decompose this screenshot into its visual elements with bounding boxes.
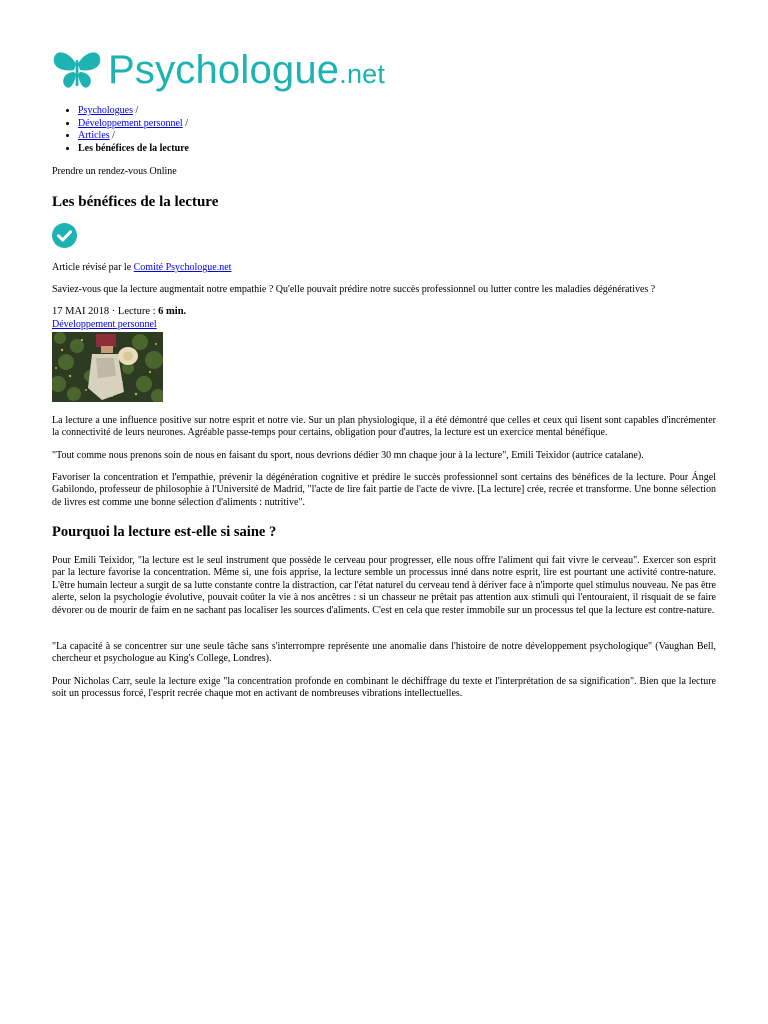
reviewed-prefix: Article révisé par le	[52, 262, 134, 273]
breadcrumb-link-psychologues[interactable]: Psychologues	[78, 105, 133, 116]
breadcrumb-separator: /	[135, 105, 139, 116]
category-link[interactable]: Développement personnel	[52, 319, 157, 330]
breadcrumb-item	[78, 143, 189, 156]
article-paragraph: La lecture a une influence positive sur notre esprit et notre vie. Sur un plan physiologique, il a été démontré que celles et ceux qui lisent sont capables d'incrémenter la connectivité de leurs neurones. Agréable passe-temps pour certains, obligation pour d'autres, la lecture est un exercice mental bénéfique.	[52, 415, 716, 439]
breadcrumb-link-developpement[interactable]: Développement personnel	[78, 117, 183, 129]
article-hero-image[interactable]	[52, 332, 163, 402]
reviewer-link[interactable]: Comité Psychologue.net	[133, 262, 232, 273]
article-paragraph: "Tout comme nous prenons soin de nous en faisant du sport, nous devrions dédier 30 mn chaque jour à la lecture", Emili Teixidor (autrice catalane).	[52, 450, 644, 461]
reading-time: 6 min.	[158, 306, 187, 317]
breadcrumb-separator: /	[112, 130, 115, 142]
site-logo[interactable]	[52, 50, 385, 90]
logo-tld: .net	[339, 59, 386, 89]
breadcrumb-separator: /	[185, 117, 188, 129]
breadcrumb	[78, 105, 189, 156]
breadcrumb-current: Les bénéfices de la lecture	[78, 143, 189, 155]
article-title: Les bénéfices de la lecture	[52, 194, 219, 210]
article-paragraph: "La capacité à se concentrer sur une seule tâche sans s'interrompre représente une anomalie dans l'histoire de notre développement psychologique" (Vaughan Bell, chercheur et psychologue au King's College, Londres).	[52, 641, 716, 665]
section-heading: Pourquoi la lecture est-elle si saine ?	[52, 524, 277, 540]
article-paragraph: Favoriser la concentration et l'empathie, prévenir la dégénération cognitive et prédire le succès professionnel sont certains des bénéfices de la lecture. Pour Ángel Gabilondo, professeur de philosophie à l'Université de Madrid, "l'acte de lire fait partie de l'acte de vivre. [La lecture] crée, recrée et transforme. Une bonne sélection de livres est comme une bonne sélection d'aliments : nutritive".	[52, 472, 716, 508]
logo-text	[108, 50, 385, 90]
check-circle-icon	[52, 223, 77, 248]
article-meta	[52, 305, 186, 318]
butterfly-icon	[52, 50, 102, 90]
article-paragraph: Pour Nicholas Carr, seule la lecture exige "la concentration profonde en combinant le déchiffrage du texte et l'interprétation de sa signification". Bien que la lecture soit un processus forcé, l'esprit recrée chaque mot en activant de nombreuses vibrations intellectuelles.	[52, 676, 716, 700]
reviewed-by	[52, 262, 231, 275]
breadcrumb-item	[78, 105, 189, 118]
hero-image-illustration	[52, 332, 163, 402]
logo-name: Psychologue	[108, 48, 340, 92]
breadcrumb-item	[78, 118, 189, 131]
breadcrumb-item	[78, 130, 189, 143]
article-paragraph: Pour Emili Teixidor, "la lecture est le seul instrument que possède le cerveau pour progresser, elle nous offre l'aliment qui fait vivre le cerveau". Exercer son esprit par la lecture favorise la concentration. Même si, une fois apprise, la lecture semble un processus inné dans notre esprit, lire est pourtant une activité contre-nature. L'être humain lecteur a surgit de sa lutte constante contre la distraction, car l'état naturel du cerveau tend à dériver face à n'importe quel stimulus nouveau. Ne pas être alerte, selon la psychologie évolutive, pouvait coûter la vie à nos ancêtres : si un chasseur ne prêtait pas attention aux stimuli qui l'entouraient, il risquait de se faire dévorer ou de mourir de faim en ne sachant pas localiser les sources d'aliments. C'est en cela que rester immobile sur un processus tel que la lecture est contre-nature.	[52, 555, 716, 616]
reading-prefix: · Lecture :	[109, 306, 159, 317]
breadcrumb-link-articles[interactable]: Articles	[78, 130, 110, 142]
verified-badge	[52, 223, 77, 253]
article-intro: Saviez-vous que la lecture augmentait notre empathie ? Qu'elle pouvait prédire notre succès professionnel ou lutter contre les maladies dégénératives ?	[52, 284, 656, 295]
article-date: 17 MAI 2018	[52, 306, 110, 317]
appointment-link[interactable]: Prendre un rendez-vous Online	[52, 166, 177, 177]
